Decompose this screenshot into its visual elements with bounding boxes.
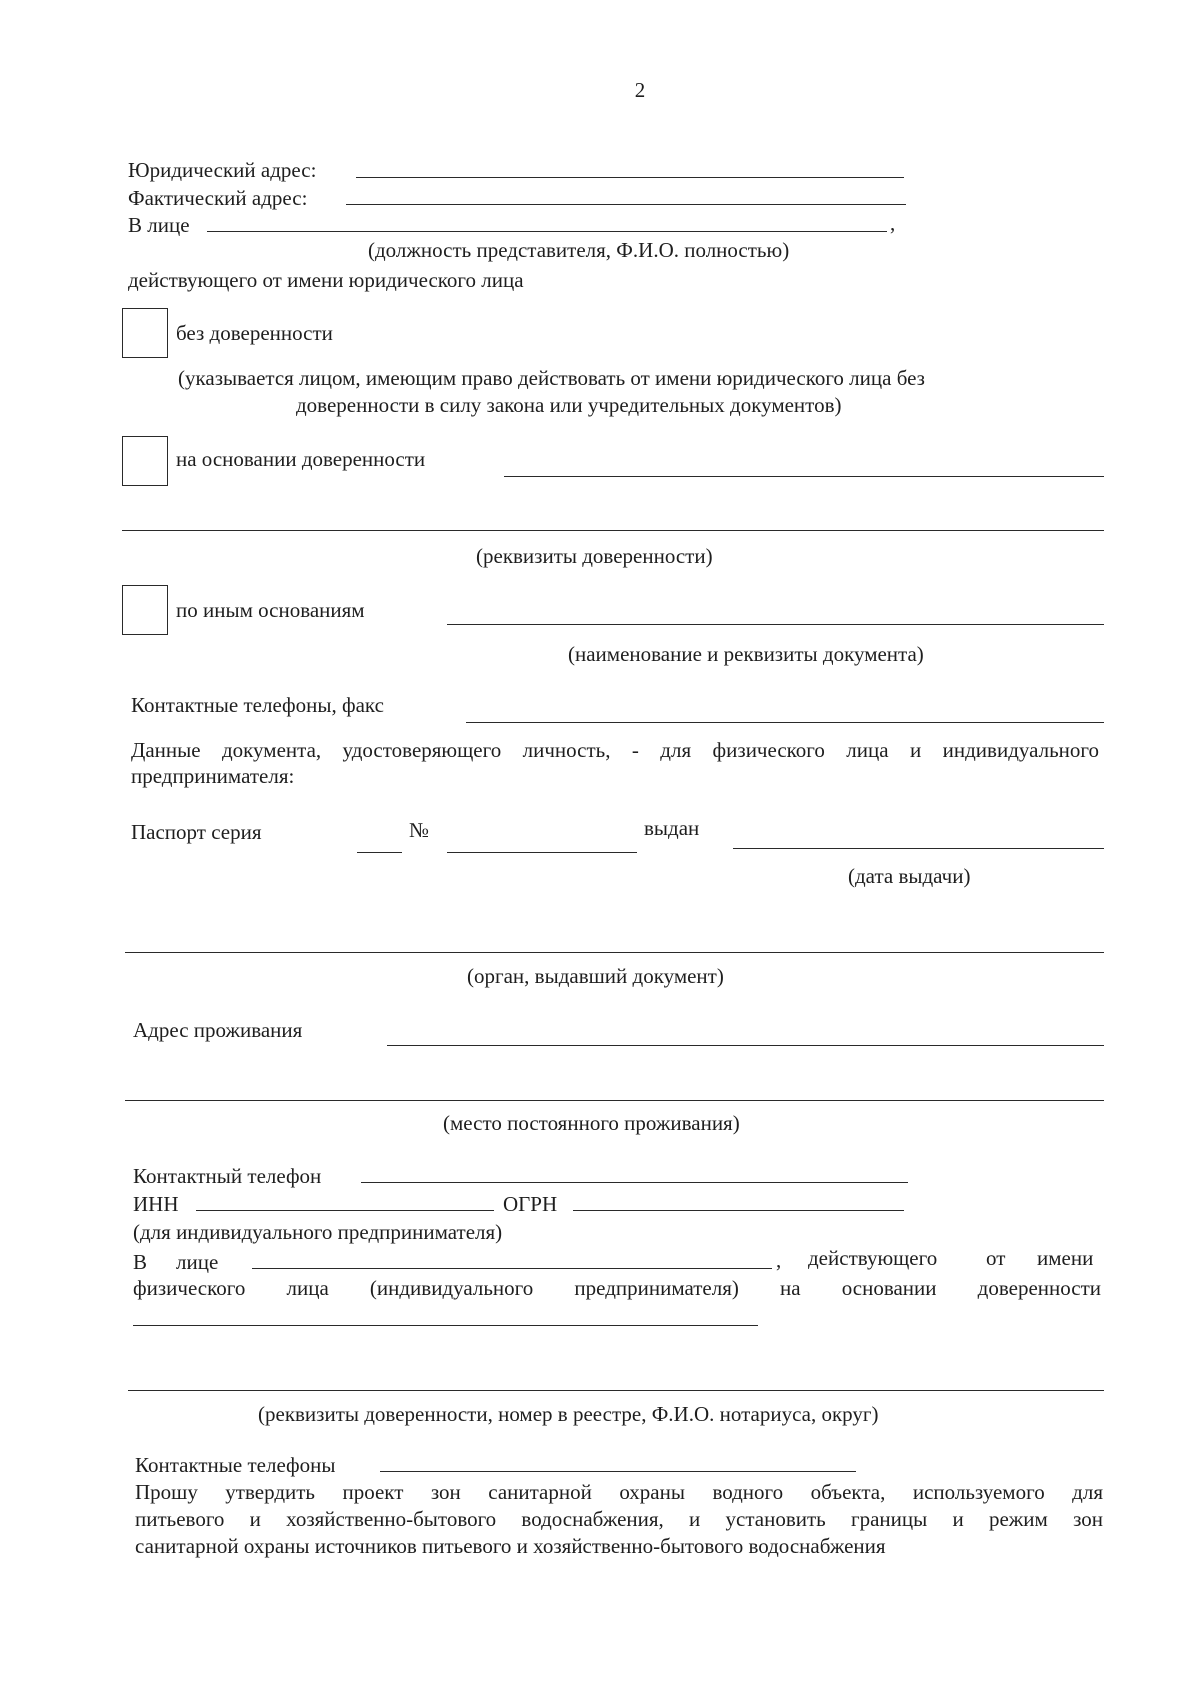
ogrn-label: ОГРН xyxy=(503,1192,558,1216)
request-line2: питьевого и хозяйственно-бытового водоснабжения, и установить границы и режим зон xyxy=(135,1507,1103,1531)
passport-number-sign: № xyxy=(409,818,430,842)
issued-label: выдан xyxy=(644,816,700,840)
residence-caption: (место постоянного проживания) xyxy=(443,1111,740,1135)
phys-line-w3: (индивидуального xyxy=(369,1276,534,1300)
poa-caption: (реквизиты доверенности) xyxy=(476,544,713,568)
issue-date-field[interactable] xyxy=(733,848,1104,849)
residence-label: Адрес проживания xyxy=(133,1018,303,1042)
residence-field-line1[interactable] xyxy=(387,1045,1104,1046)
in-person-2-field[interactable] xyxy=(252,1268,772,1269)
passport-series-label: Паспорт серия xyxy=(131,820,262,844)
phys-line-w1: физического xyxy=(133,1276,246,1300)
phys-line-w2: лица xyxy=(286,1276,329,1300)
residence-field-line2[interactable] xyxy=(125,1100,1104,1101)
legal-address-field[interactable] xyxy=(356,177,904,178)
other-grounds-caption: (наименование и реквизиты документа) xyxy=(568,642,924,666)
phys-person-line xyxy=(133,1276,1101,1300)
phys-line-w7: доверенности xyxy=(977,1276,1101,1300)
id-doc-text-line2: предпринимателя: xyxy=(131,764,295,788)
contact-phones-label: Контактные телефоны xyxy=(135,1453,336,1477)
ogrn-field[interactable] xyxy=(573,1210,904,1211)
representative-caption: (должность представителя, Ф.И.О. полностью) xyxy=(368,238,790,262)
phys-line-w6: основании xyxy=(841,1276,937,1300)
page-number: 2 xyxy=(634,78,646,102)
request-line1: Прошу утвердить проект зон санитарной охраны водного объекта, используемого для xyxy=(135,1480,1103,1504)
poa-field-line1[interactable] xyxy=(504,476,1104,477)
no-poa-note-line2: доверенности в силу закона или учредительных документов) xyxy=(296,393,842,417)
inn-label: ИНН xyxy=(133,1192,179,1216)
phys-line-w5: на xyxy=(780,1276,801,1300)
issue-date-caption: (дата выдачи) xyxy=(848,864,971,888)
passport-number-field[interactable] xyxy=(447,852,637,853)
in-person-label: В лице xyxy=(128,213,190,237)
id-doc-text-line1: Данные документа, удостоверяющего личность, - для физического лица и индивидуального xyxy=(131,738,1099,762)
in-person-2-w1: В xyxy=(133,1250,148,1274)
poa-2-caption: (реквизиты доверенности, номер в реестре, Ф.И.О. нотариуса, округ) xyxy=(258,1402,879,1426)
poa-2-field-line1[interactable] xyxy=(133,1325,758,1326)
comma: , xyxy=(890,211,896,235)
inn-field[interactable] xyxy=(196,1210,494,1211)
ie-note: (для индивидуального предпринимателя) xyxy=(133,1220,503,1244)
no-poa-label: без доверенности xyxy=(176,321,333,345)
in-person-2-w4: действующего xyxy=(808,1246,938,1270)
issuer-field[interactable] xyxy=(125,952,1104,953)
actual-address-label: Фактический адрес: xyxy=(128,186,308,210)
in-person-2-w5: от xyxy=(986,1246,1006,1270)
poa-label: на основании доверенности xyxy=(176,447,426,471)
no-poa-checkbox[interactable] xyxy=(122,308,168,358)
passport-series-field[interactable] xyxy=(357,852,402,853)
contact-phone-label: Контактный телефон xyxy=(133,1164,322,1188)
actual-address-field[interactable] xyxy=(346,204,906,205)
other-grounds-field[interactable] xyxy=(447,624,1104,625)
phys-line-w4: предпринимателя) xyxy=(574,1276,739,1300)
other-grounds-label: по иным основаниям xyxy=(176,598,365,622)
acting-legal-text: действующего от имени юридического лица xyxy=(128,268,524,292)
poa-checkbox[interactable] xyxy=(122,436,168,486)
no-poa-note-line1: (указывается лицом, имеющим право действовать от имени юридического лица без xyxy=(178,366,925,390)
contacts-fax-label: Контактные телефоны, факс xyxy=(131,693,384,717)
in-person-2-w2: лице xyxy=(176,1250,219,1274)
poa-field-line2[interactable] xyxy=(122,530,1104,531)
contact-phone-field[interactable] xyxy=(361,1182,908,1183)
in-person-2-comma: , xyxy=(776,1248,782,1272)
request-line3: санитарной охраны источников питьевого и хозяйственно-бытового водоснабжения xyxy=(135,1534,886,1558)
legal-address-label: Юридический адрес: xyxy=(128,158,317,182)
other-grounds-checkbox[interactable] xyxy=(122,585,168,635)
issuer-caption: (орган, выдавший документ) xyxy=(467,964,724,988)
contact-phones-field[interactable] xyxy=(380,1471,856,1472)
representative-field[interactable] xyxy=(207,231,887,232)
in-person-2-w6: имени xyxy=(1037,1246,1094,1270)
contacts-fax-field[interactable] xyxy=(466,722,1104,723)
poa-2-field-line2[interactable] xyxy=(128,1390,1104,1391)
